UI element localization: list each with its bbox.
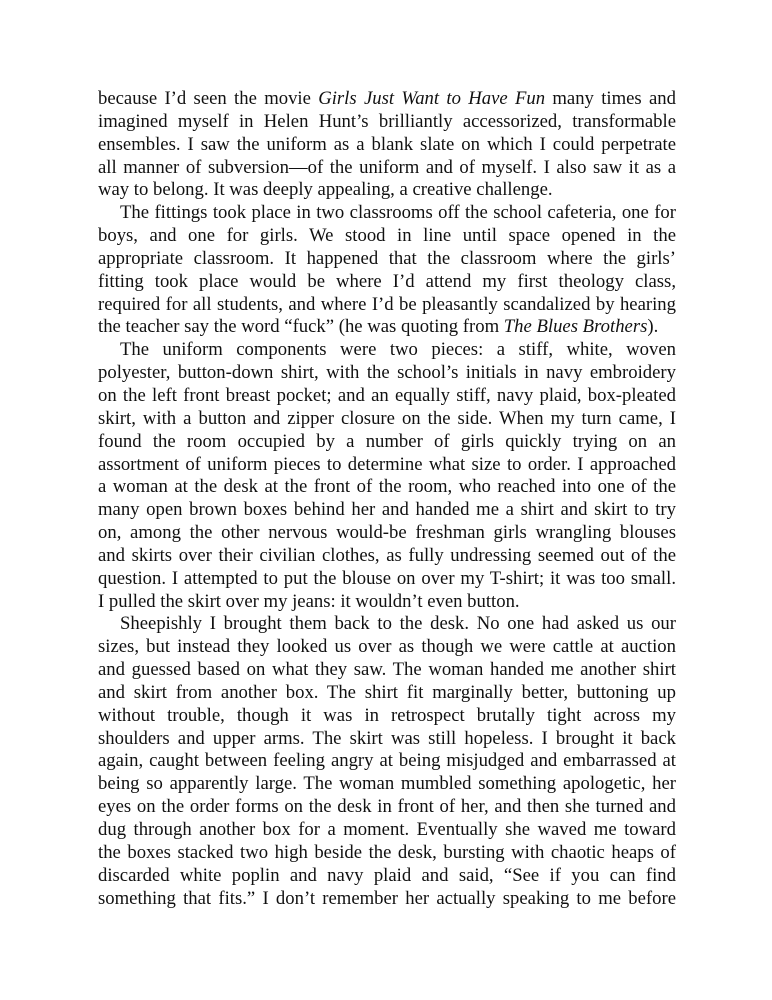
italic-title: Girls Just Want to Have Fun xyxy=(318,88,546,109)
text-line xyxy=(98,568,676,591)
text-run: appropriate classroom. It happened that the classroom where the girls’ xyxy=(98,247,676,269)
text-run: The uniform components were two pieces: a stiff, white, woven xyxy=(120,339,676,361)
text-run: found the room occupied by a number of girls quickly trying on an xyxy=(98,430,676,452)
text-run: and guessed based on what they saw. The woman handed me another shirt xyxy=(98,659,676,681)
text-run: all manner of subversion—of the uniform and of myself. I also saw it as a xyxy=(98,156,676,178)
text-run: dug through another box for a moment. Eventually she waved me toward xyxy=(98,819,676,840)
paragraph xyxy=(98,339,676,613)
text-run: again, caught between feeling angry at being misjudged and embarrassed at xyxy=(98,750,676,772)
text-run: skirt, with a button and zipper closure on the side. When my turn came, I xyxy=(98,407,676,429)
document-page xyxy=(98,88,676,910)
text-line xyxy=(98,773,676,796)
text-line xyxy=(98,248,676,271)
text-run: and skirt from another box. The shirt fit marginally better, buttoning up xyxy=(98,681,676,703)
text-line xyxy=(98,271,676,294)
text-line xyxy=(98,682,676,705)
text-run: required for all students, and where I’d be pleasantly scandalized by hearing xyxy=(98,293,676,315)
text-run: discarded white poplin and navy plaid and said, “See if you can find xyxy=(98,864,676,886)
text-run: the teacher say the word “fuck” (he was quoting from xyxy=(98,316,504,338)
text-line xyxy=(98,476,676,499)
text-run: sizes, but instead they looked us over as though we were cattle at auction xyxy=(98,636,676,658)
text-line xyxy=(98,819,676,842)
text-line xyxy=(98,636,676,659)
paragraph xyxy=(98,202,676,339)
text-run: the boxes stacked two high beside the desk, bursting with chaotic heaps of xyxy=(98,841,676,863)
text-line xyxy=(98,179,676,202)
text-line xyxy=(98,202,676,225)
text-run: many open brown boxes behind her and handed me a shirt and skirt to try xyxy=(98,499,676,521)
text-run: assortment of uniform pieces to determine what size to order. I approached xyxy=(98,453,676,475)
text-line xyxy=(98,750,676,773)
text-run: a woman at the desk at the front of the room, who reached into one of the xyxy=(98,476,676,498)
text-run: something that fits.” I don’t remember her actually speaking to me before xyxy=(98,887,676,909)
text-line xyxy=(98,294,676,317)
text-run: ensembles. I saw the uniform as a blank slate on which I could perpetrate xyxy=(98,133,676,155)
text-run: without trouble, though it was in retrospect brutally tight across my xyxy=(98,704,676,726)
text-run: Sheepishly I brought them back to the desk. No one had asked us our xyxy=(120,613,676,635)
text-line xyxy=(98,591,676,614)
text-line xyxy=(98,225,676,248)
text-line xyxy=(98,385,676,408)
text-line xyxy=(98,316,676,339)
text-run: imagined myself in Helen Hunt’s brilliantly accessorized, transformable xyxy=(98,110,676,132)
text-run: being so apparently large. The woman mumbled something apologetic, her xyxy=(98,773,676,795)
text-run: The fittings took place in two classrooms off the school cafeteria, one for xyxy=(120,202,676,224)
text-run: and skirts over their civilian clothes, as fully undressing seemed out of the xyxy=(98,544,676,566)
text-line xyxy=(98,362,676,385)
text-line xyxy=(98,705,676,728)
text-line xyxy=(98,842,676,865)
text-run: polyester, button-down shirt, with the school’s initials in navy embroidery xyxy=(98,362,676,384)
text-line xyxy=(98,111,676,134)
text-run: eyes on the order forms on the desk in front of her, and then she turned and xyxy=(98,796,676,818)
text-run: many times and xyxy=(545,88,676,109)
text-run: fitting took place would be where I’d attend my first theology class, xyxy=(98,270,676,292)
text-run: shoulders and upper arms. The skirt was still hopeless. I brought it back xyxy=(98,727,676,749)
text-line xyxy=(98,157,676,180)
text-line xyxy=(98,522,676,545)
text-line xyxy=(98,888,676,911)
text-run: I pulled the skirt over my jeans: it wouldn’t even button. xyxy=(98,590,520,612)
text-line xyxy=(98,431,676,454)
text-line xyxy=(98,796,676,819)
text-run: on, among the other nervous would-be freshman girls wrangling blouses xyxy=(98,522,676,544)
text-line xyxy=(98,88,676,111)
text-line xyxy=(98,545,676,568)
text-line xyxy=(98,134,676,157)
text-line xyxy=(98,728,676,751)
text-line xyxy=(98,613,676,636)
text-line xyxy=(98,339,676,362)
text-run: on the left front breast pocket; and an equally stiff, navy plaid, box-pleated xyxy=(98,384,676,406)
text-line xyxy=(98,499,676,522)
text-run: way to belong. It was deeply appealing, a creative challenge. xyxy=(98,179,553,201)
text-line xyxy=(98,454,676,477)
text-line xyxy=(98,408,676,431)
paragraph xyxy=(98,613,676,910)
text-run: because I’d seen the movie xyxy=(98,88,319,109)
text-run: boys, and one for girls. We stood in line until space opened in the xyxy=(98,225,676,247)
text-line xyxy=(98,659,676,682)
italic-title: The Blues Brothers xyxy=(503,316,648,338)
text-run: question. I attempted to put the blouse on over my T-shirt; it was too small. xyxy=(98,567,676,589)
text-run: ). xyxy=(647,316,659,338)
text-line xyxy=(98,865,676,888)
paragraph xyxy=(98,88,676,202)
